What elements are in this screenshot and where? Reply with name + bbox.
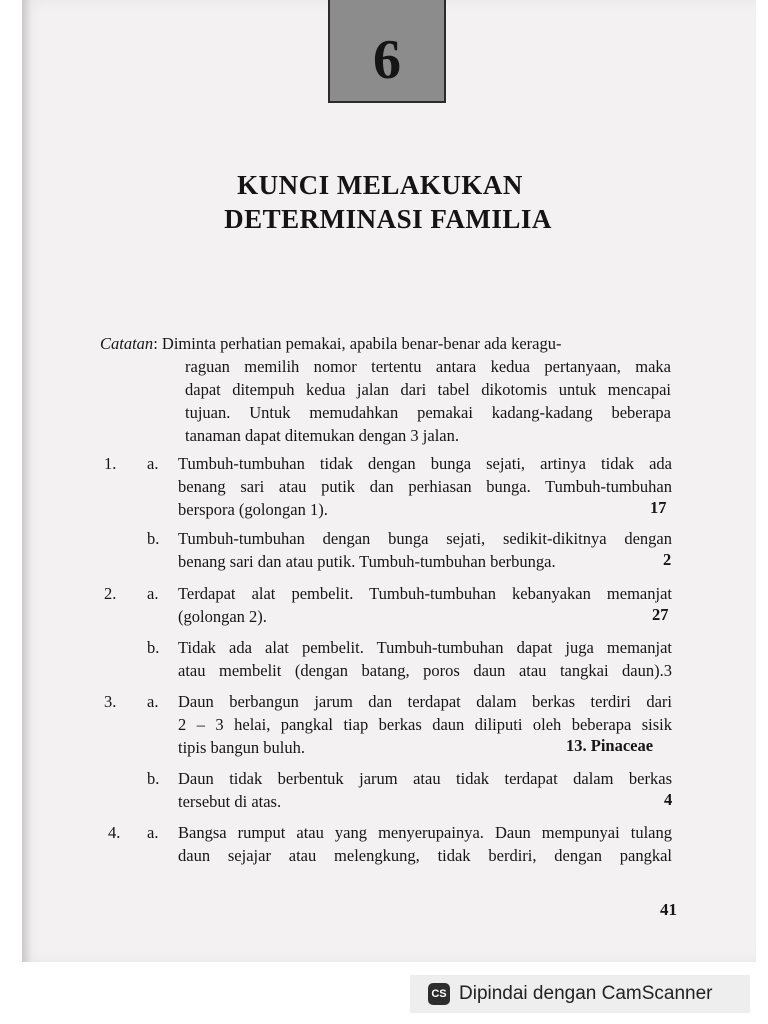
chapter-title-line-1: KUNCI MELAKUKAN <box>237 170 523 200</box>
note-line: raguan memilih nomor tertentu antara kedua pertanyaan, maka <box>185 357 671 376</box>
entry-line: Tumbuh-tumbuhan dengan bunga sejati, sedikit-dikitnya dengan <box>178 529 672 548</box>
entry-number: 3. <box>104 692 117 711</box>
entry-line: daun sejajar atau melengkung, tidak berdiri, dengan pangkal <box>178 846 672 865</box>
entry-reference: 27 <box>652 605 669 624</box>
entry-letter: a. <box>147 584 159 603</box>
entry-reference: 17 <box>650 498 667 517</box>
entry-line: 2 – 3 helai, pangkal tiap berkas daun diliputi oleh beberapa sisik <box>178 715 672 734</box>
note-line: dapat ditempuh kedua jalan dari tabel dikotomis untuk mencapai <box>185 380 671 399</box>
entry-letter: a. <box>147 692 159 711</box>
entry-line: Terdapat alat pembelit. Tumbuh-tumbuhan kebanyakan memanjat <box>178 584 672 603</box>
entry-line: Tumbuh-tumbuhan tidak dengan bunga sejati, artinya tidak ada <box>178 454 672 473</box>
entry-line: tersebut di atas. <box>178 792 282 811</box>
note-label: Catatan <box>100 334 154 353</box>
entry-letter: b. <box>147 638 160 657</box>
entry-letter: a. <box>147 454 159 473</box>
entry-letter: b. <box>147 529 160 548</box>
camscanner-label: Dipindai dengan CamScanner <box>459 983 713 1004</box>
entry-line: Daun berbangun jarum dan terdapat dalam berkas terdiri dari <box>178 692 672 711</box>
note-line: tanaman dapat ditemukan dengan 3 jalan. <box>185 426 459 445</box>
camscanner-watermark <box>410 975 750 1013</box>
entry-line: atau membelit (dengan batang, poros daun atau tangkai daun).3 <box>178 661 672 680</box>
entry-line: (golongan 2). <box>178 607 267 626</box>
entry-reference: 4 <box>664 790 673 809</box>
entry-number: 1. <box>104 454 117 473</box>
camscanner-icon: CS <box>428 983 450 1005</box>
note-line: : Diminta perhatian pemakai, apabila benar-benar ada keragu- <box>153 334 562 353</box>
entry-line: Tidak ada alat pembelit. Tumbuh-tumbuhan dapat juga memanjat <box>178 638 672 657</box>
page-spine-shadow <box>22 0 32 962</box>
entry-line: Daun tidak berbentuk jarum atau tidak terdapat dalam berkas <box>178 769 672 788</box>
entry-number: 2. <box>104 584 117 603</box>
chapter-number-box <box>328 0 446 103</box>
entry-line: tipis bangun buluh. <box>178 738 305 757</box>
entry-line: Bangsa rumput atau yang menyerupainya. Daun mempunyai tulang <box>178 823 672 842</box>
entry-reference: 13. Pinaceae <box>566 736 654 755</box>
entry-letter: b. <box>147 769 160 788</box>
page-number: 41 <box>660 900 677 919</box>
entry-line: benang sari dan atau putik. Tumbuh-tumbuhan berbunga. <box>178 552 556 571</box>
entry-line: berspora (golongan 1). <box>178 500 328 519</box>
note-line: tujuan. Untuk memudahkan pemakai kadang-kadang beberapa <box>185 403 671 422</box>
entry-number: 4. <box>108 823 121 842</box>
chapter-number: 6 <box>373 28 401 91</box>
entry-line: benang sari atau putik dan perhiasan bunga. Tumbuh-tumbuhan <box>178 477 672 496</box>
note-label-row <box>100 332 562 355</box>
entry-reference: 2 <box>663 550 672 569</box>
chapter-title-line-2: DETERMINASI FAMILIA <box>224 204 552 234</box>
entry-letter: a. <box>147 823 159 842</box>
